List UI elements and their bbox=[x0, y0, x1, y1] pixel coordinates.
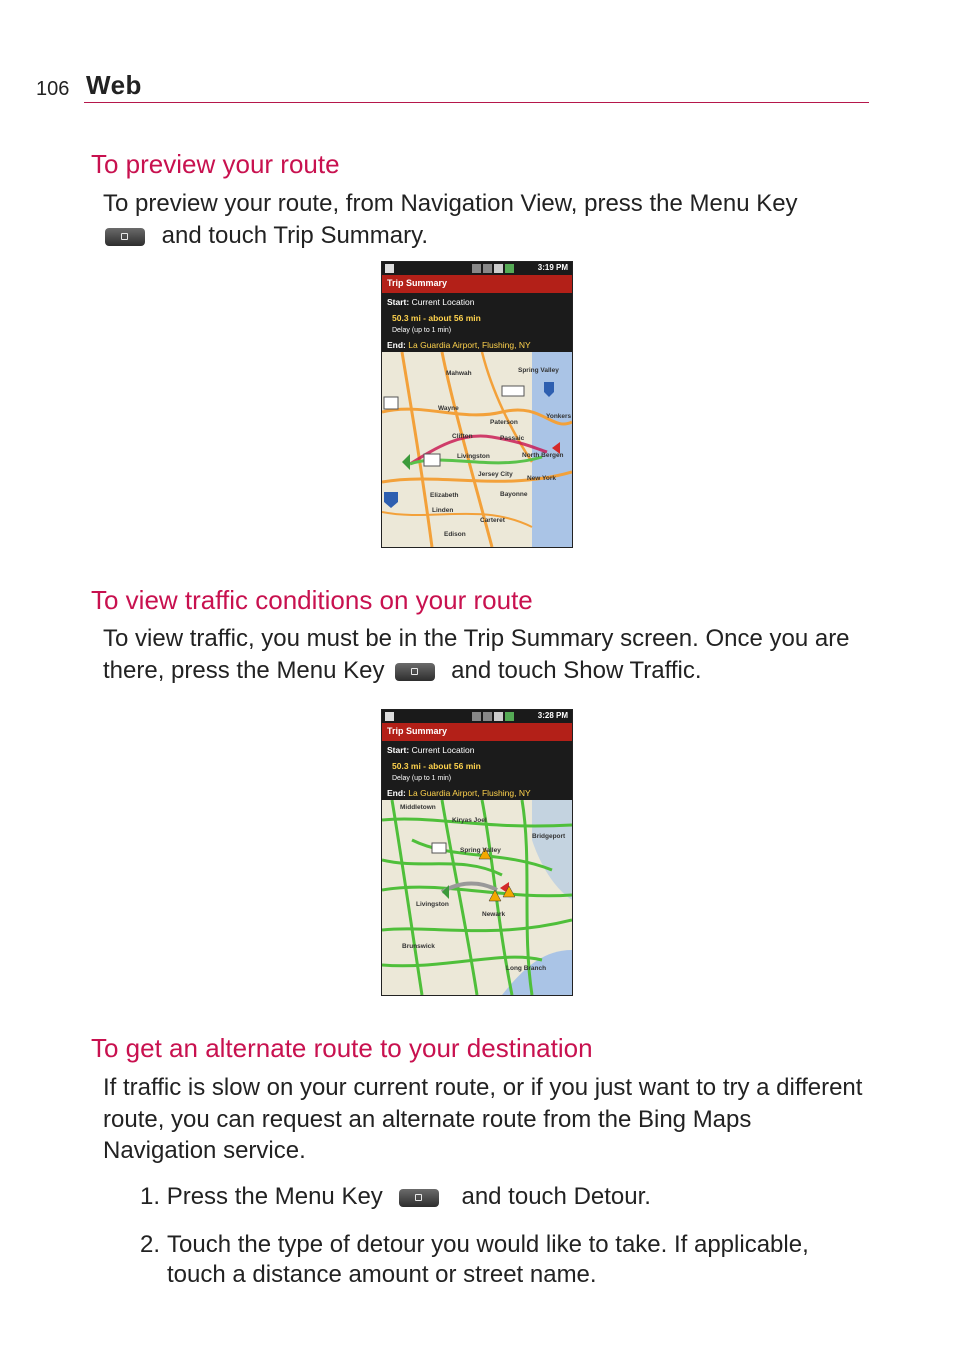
section-title: Web bbox=[86, 70, 142, 100]
map-label: Clifton bbox=[452, 433, 473, 440]
signal-icon bbox=[494, 264, 503, 273]
map-label: Spring Valley bbox=[460, 847, 501, 854]
map-label: Newark bbox=[482, 911, 506, 918]
detour-label: Detour bbox=[573, 1183, 645, 1210]
map-label: Yonkers bbox=[546, 413, 572, 420]
map-label: Elizabeth bbox=[430, 492, 459, 499]
map-label: Edison bbox=[444, 531, 466, 538]
menu-key-icon bbox=[395, 663, 435, 681]
map-label: Passaic bbox=[500, 435, 525, 442]
trip-info: Start: Current Location 50.3 mi - about 56 min Delay (up to 1 min) End: La Guardia Airport, Flushing, NY bbox=[382, 293, 572, 352]
map-label: Livingston bbox=[457, 453, 490, 460]
battery-icon bbox=[505, 712, 514, 721]
signal-icon bbox=[494, 712, 503, 721]
trip-summary-label: Trip Summary bbox=[273, 222, 422, 249]
menu-key-label: Menu Key bbox=[276, 657, 385, 684]
header-rule bbox=[84, 102, 869, 103]
map-label: Carteret bbox=[480, 517, 505, 524]
paragraph-preview-route: To preview your route, from Navigation View, press the Menu Key and touch Trip Summary. bbox=[103, 190, 798, 249]
battery-icon bbox=[505, 264, 514, 273]
map-label: Jersey City bbox=[478, 471, 513, 478]
gps-icon bbox=[472, 712, 481, 721]
traffic-map bbox=[382, 800, 572, 995]
map-label: Wayne bbox=[438, 405, 459, 412]
menu-key-icon bbox=[399, 1189, 439, 1207]
map-label: Spring Valley bbox=[518, 367, 559, 374]
route-map bbox=[382, 352, 572, 547]
map-label: Bridgeport bbox=[532, 833, 566, 840]
show-traffic-label: Show Traffic bbox=[563, 657, 695, 684]
menu-key-label: Menu Key bbox=[274, 1183, 383, 1210]
sync-icon bbox=[483, 264, 492, 273]
map-label: Livingston bbox=[416, 901, 449, 908]
paragraph-alternate-route: If traffic is slow on your current route, or if you just want to try a different route, you can request an alternate route from the Bing Maps Navigation service. bbox=[103, 1074, 863, 1164]
status-bar: 3:19 PM bbox=[382, 262, 572, 275]
step-2: 2. Touch the type of detour you would like to take. If applicable, touch a distance amount or street name. bbox=[140, 1231, 809, 1288]
map-label: Bayonne bbox=[500, 491, 528, 498]
map-label: North Bergen bbox=[522, 452, 564, 459]
map-label: Middletown bbox=[400, 804, 436, 811]
menu-key-label: Menu Key bbox=[689, 190, 798, 217]
status-bar: 3:28 PM bbox=[382, 710, 572, 723]
screenshot-trip-summary bbox=[381, 261, 573, 548]
trip-info: Start: Current Location 50.3 mi - about 56 min Delay (up to 1 min) End: La Guardia Airport, Flushing, NY bbox=[382, 741, 572, 800]
map-label: Mahwah bbox=[446, 370, 472, 377]
screenshot-traffic bbox=[381, 709, 573, 996]
map-label: Paterson bbox=[490, 419, 518, 426]
heading-alternate-route: To get an alternate route to your destination bbox=[91, 1033, 593, 1063]
notification-icon bbox=[385, 712, 394, 721]
menu-key-icon bbox=[105, 228, 145, 246]
paragraph-view-traffic: To view traffic, you must be in the Trip Summary screen. Once you are there, press the Menu Key and touch Show Traffic. bbox=[103, 625, 850, 684]
map-label: Linden bbox=[432, 507, 454, 514]
map-label: Long Branch bbox=[506, 965, 547, 972]
gps-icon bbox=[472, 264, 481, 273]
sync-icon bbox=[483, 712, 492, 721]
map-label: Brunswick bbox=[402, 943, 435, 950]
map-label: Kiryas Joel bbox=[452, 817, 487, 824]
heading-view-traffic: To view traffic conditions on your route bbox=[91, 585, 533, 615]
trip-summary-header: Trip Summary bbox=[382, 723, 572, 741]
page-number: 106 bbox=[36, 78, 70, 100]
notification-icon bbox=[385, 264, 394, 273]
heading-preview-route: To preview your route bbox=[91, 149, 340, 179]
map-label: New York bbox=[527, 475, 557, 482]
step-1: 1. Press the Menu Key and touch Detour. bbox=[140, 1183, 651, 1210]
trip-summary-header: Trip Summary bbox=[382, 275, 572, 293]
